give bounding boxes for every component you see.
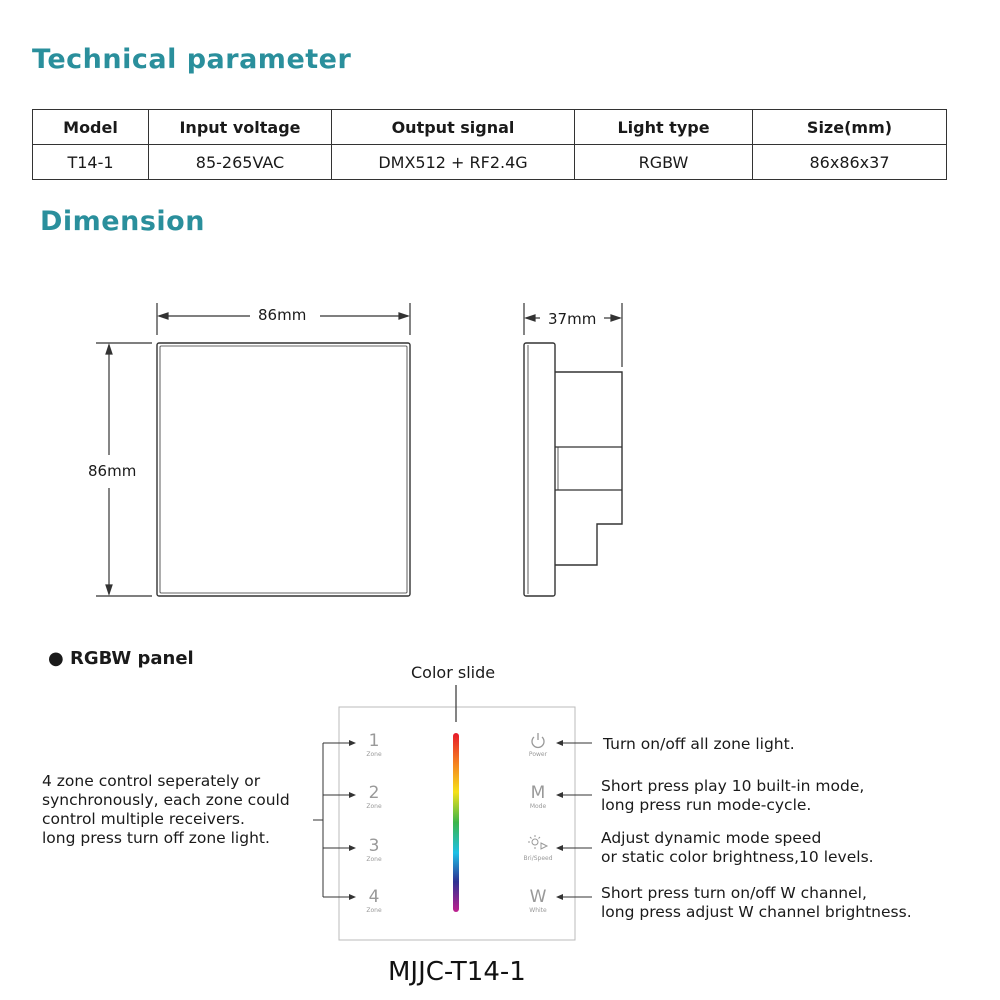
power-icon xyxy=(532,733,544,747)
model-name: MJJC-T14-1 xyxy=(388,957,526,987)
value-input-voltage: 85-265VAC xyxy=(149,145,332,180)
zone-3-number: 3 xyxy=(368,836,380,856)
technical-parameter-heading: Technical parameter xyxy=(32,44,352,75)
zone-2-number: 2 xyxy=(368,783,380,803)
color-slider xyxy=(453,733,459,912)
depth-dimension-label: 37mm xyxy=(548,310,597,328)
value-size: 86x86x37 xyxy=(753,145,947,180)
mode-sublabel: Mode xyxy=(529,803,547,810)
mode-button[interactable] xyxy=(518,783,558,810)
brightness-description-line: Adjust dynamic mode speed xyxy=(601,829,822,847)
zone-2-button[interactable] xyxy=(354,783,394,810)
header-output-signal: Output signal xyxy=(332,110,575,145)
width-dimension-label: 86mm xyxy=(258,306,307,324)
brightness-speed-icon xyxy=(528,835,547,849)
power-description xyxy=(603,735,795,754)
height-dimension-label: 86mm xyxy=(88,462,137,480)
zone-description-line: control multiple receivers. xyxy=(42,810,245,828)
value-output-signal: DMX512 + RF2.4G xyxy=(332,145,575,180)
brightness-description-line: or static color brightness,10 levels. xyxy=(601,848,874,866)
value-light-type: RGBW xyxy=(575,145,753,180)
white-description-line: Short press turn on/off W channel, xyxy=(601,884,867,902)
brightness-description xyxy=(601,829,874,867)
zone-description-line: 4 zone control seperately or xyxy=(42,772,261,790)
zone-2-sublabel: Zone xyxy=(366,803,382,810)
mode-glyph: M xyxy=(530,783,546,803)
zone-4-sublabel: Zone xyxy=(366,907,382,914)
white-description-line: long press adjust W channel brightness. xyxy=(601,903,912,921)
mode-description-line: Short press play 10 built-in mode, xyxy=(601,777,865,795)
header-input-voltage: Input voltage xyxy=(149,110,332,145)
value-model: T14-1 xyxy=(33,145,149,180)
brightness-speed-sublabel: Bri/Speed xyxy=(523,855,553,862)
white-description xyxy=(601,884,912,922)
zone-4-number: 4 xyxy=(368,887,380,907)
white-sublabel: White xyxy=(529,907,547,914)
dimension-heading: Dimension xyxy=(40,206,205,237)
mode-description xyxy=(601,777,864,815)
bullet-icon: ● xyxy=(48,648,64,669)
zone-1-number: 1 xyxy=(368,731,380,751)
header-light-type: Light type xyxy=(575,110,753,145)
power-button-sublabel: Power xyxy=(528,751,548,758)
color-slide-label: Color slide xyxy=(411,663,496,682)
white-glyph: W xyxy=(529,887,547,907)
power-description-line: Turn on/off all zone light. xyxy=(603,735,795,753)
zone-description xyxy=(42,772,322,848)
zone-1-button[interactable] xyxy=(354,731,394,758)
header-model: Model xyxy=(33,110,149,145)
zone-1-sublabel: Zone xyxy=(366,751,382,758)
mode-description-line: long press run mode-cycle. xyxy=(601,796,812,814)
zone-3-button[interactable] xyxy=(354,836,394,863)
rgbw-panel-label: RGBW panel xyxy=(70,648,194,669)
zone-description-line: synchronously, each zone could xyxy=(42,791,290,809)
header-size: Size(mm) xyxy=(753,110,947,145)
white-button[interactable] xyxy=(518,887,558,914)
zone-4-button[interactable] xyxy=(354,887,394,914)
zone-3-sublabel: Zone xyxy=(366,856,382,863)
zone-description-line: long press turn off zone light. xyxy=(42,829,270,847)
